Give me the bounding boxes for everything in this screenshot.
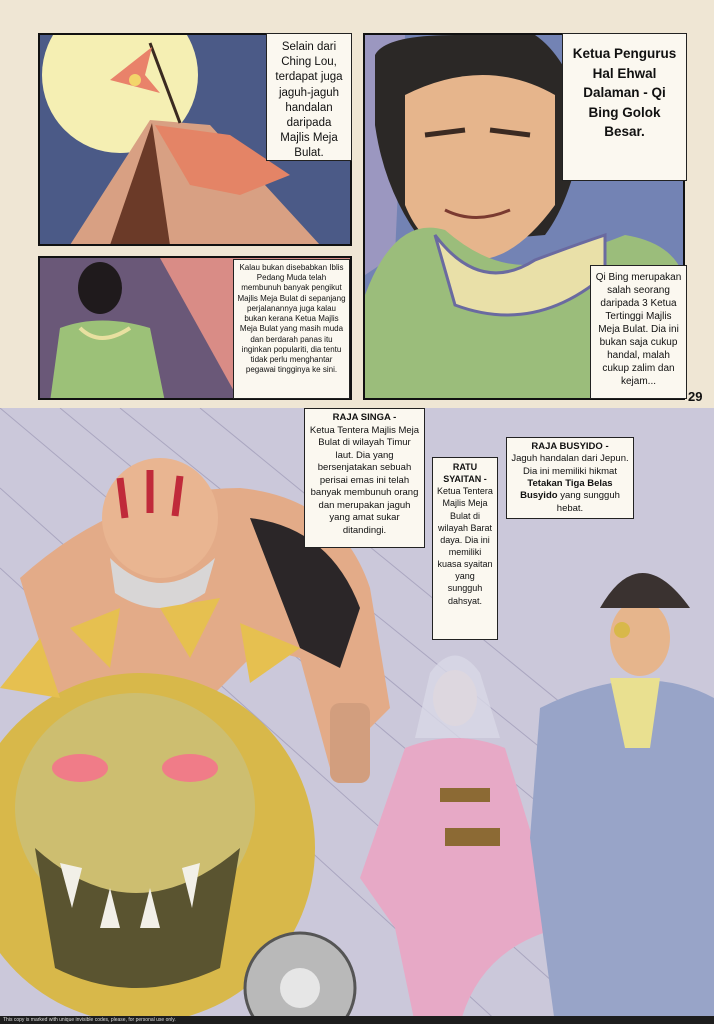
- ratu-syaitan-text: Ketua Tentera Majlis Meja Bulat di wilayah Barat daya. Dia ini memiliki kuasa syaitan yang sungguh dahsyat.: [437, 486, 493, 606]
- raja-singa-title: RAJA SINGA -: [332, 412, 397, 423]
- raja-busyido-technique: Tetakan Tiga Belas Busyido: [520, 478, 613, 502]
- caption-qi-bing-desc-text: Qi Bing merupakan salah seorang daripada 3 Ketua Tertinggi Majlis Meja Bulat. Dia ini bukan saja cukup handal, malah cukup zalim dan kejam...: [595, 272, 682, 387]
- caption-title-qi-bing-text: Ketua Pengurus Hal Ehwal Dalaman - Qi Bing Golok Besar.: [572, 46, 677, 140]
- raja-busyido-text-a: Jaguh handalan dari Jepun. Dia ini memiliki hikmat: [511, 453, 629, 477]
- raja-singa-text: Ketua Tentera Majlis Meja Bulat di wilayah Timur laut. Dia yang bersenjatakan sebuah perisai emas ini telah banyak membunuh orang dan merupakan jaguh yang amat sukar ditandingi.: [309, 424, 420, 536]
- raja-busyido-text-b: yang sungguh hebat.: [556, 490, 620, 514]
- caption-box-backstory: [233, 259, 350, 399]
- raja-busyido-title: RAJA BUSYIDO -: [531, 441, 609, 452]
- caption-box-ratu-syaitan: [432, 457, 498, 640]
- caption-box-title-qi-bing: [562, 33, 687, 181]
- caption-box-raja-busyido: [506, 437, 634, 519]
- caption-box-intro: [266, 33, 352, 161]
- page-number: 29: [688, 389, 703, 404]
- caption-box-raja-singa: [304, 408, 425, 548]
- ratu-syaitan-title: RATU SYAITAN -: [443, 462, 487, 485]
- caption-backstory-text: Kalau bukan disebabkan Iblis Pedang Muda telah membunuh banyak pengikut Majlis Meja Bulat di sepanjang perjalanannya juga kalau bukan kerana Ketua Majlis Meja Bulat yang masih muda dan berdarah panas itu inginkan populariti, dia tentu tidak perlu menghantar pegawai tingginya ke sini.: [237, 263, 346, 375]
- footer-notice: This copy is marked with unique invisible codes, please, for personal use only.: [0, 1016, 714, 1024]
- caption-box-qi-bing-desc: [590, 265, 687, 399]
- caption-intro-text: Selain dari Ching Lou, terdapat juga jaguh-jaguh handalan daripada Majlis Meja Bulat.: [275, 41, 343, 160]
